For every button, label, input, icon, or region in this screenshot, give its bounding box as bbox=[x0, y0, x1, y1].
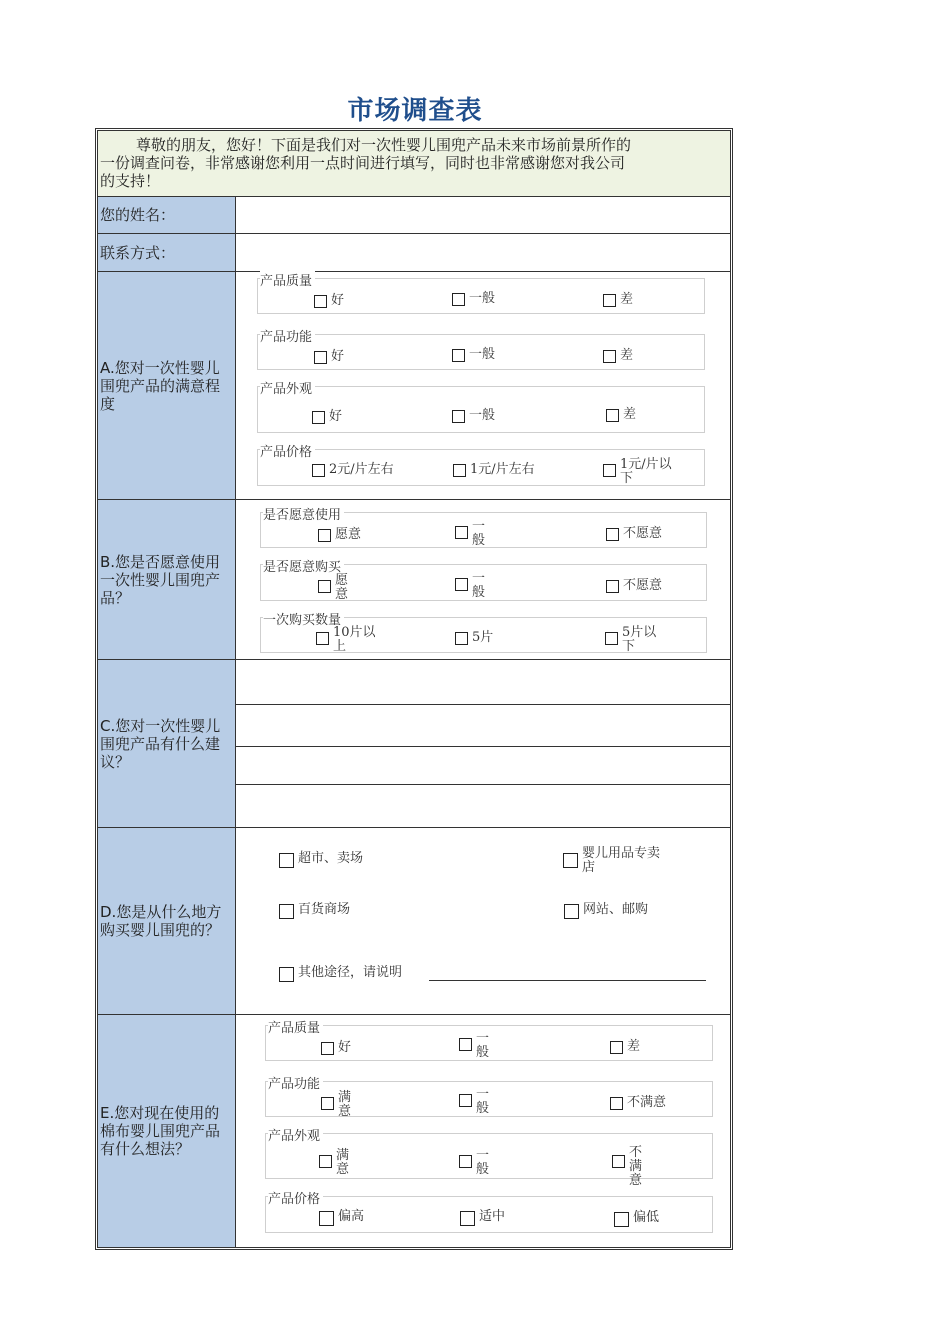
option-supermarket[interactable]: 超市、卖场 bbox=[279, 852, 363, 868]
checkbox[interactable] bbox=[603, 294, 616, 307]
option-poor[interactable]: 差 bbox=[606, 408, 636, 422]
section-b-label bbox=[97, 499, 236, 660]
option-satisfied[interactable]: 满意 bbox=[321, 1091, 354, 1119]
checkbox[interactable] bbox=[312, 411, 325, 424]
option-willing[interactable]: 愿意 bbox=[318, 574, 351, 602]
group-title: 产品外观 bbox=[260, 378, 315, 397]
option-department-store[interactable]: 百货商场 bbox=[279, 903, 350, 919]
checkbox[interactable] bbox=[612, 1155, 625, 1168]
group-title: 是否愿意使用 bbox=[263, 504, 344, 523]
option-baby-store[interactable]: 婴儿用品专卖店 bbox=[563, 847, 672, 875]
section-d-question: D.您是从什么地方购买婴儿围兜的？ bbox=[100, 903, 222, 939]
option-satisfied[interactable]: 满意 bbox=[319, 1149, 352, 1177]
section-a-label bbox=[97, 271, 236, 500]
section-d-label bbox=[97, 827, 236, 1015]
option-moderate[interactable]: 适中 bbox=[460, 1210, 505, 1226]
checkbox[interactable] bbox=[319, 1211, 334, 1226]
option-good[interactable]: 好 bbox=[314, 350, 344, 364]
checkbox[interactable] bbox=[321, 1042, 334, 1055]
checkbox[interactable] bbox=[279, 967, 294, 982]
option-price-1[interactable]: 1元/片左右 bbox=[453, 463, 535, 477]
checkbox[interactable] bbox=[314, 351, 327, 364]
section-a-question: A.您对一次性婴儿围兜产品的满意程度 bbox=[100, 358, 221, 413]
checkbox[interactable] bbox=[610, 1041, 623, 1054]
option-average[interactable]: 一般 bbox=[455, 520, 488, 548]
group-title: 产品价格 bbox=[260, 441, 315, 460]
checkbox[interactable] bbox=[318, 580, 331, 593]
checkbox[interactable] bbox=[316, 632, 329, 645]
group-title: 产品质量 bbox=[260, 270, 315, 289]
other-explanation-line[interactable] bbox=[429, 980, 706, 981]
group-title: 一次购买数量 bbox=[263, 609, 344, 628]
group-title: 是否愿意购买 bbox=[263, 556, 344, 575]
checkbox[interactable] bbox=[459, 1094, 472, 1107]
section-e-label bbox=[97, 1014, 236, 1248]
option-low[interactable]: 偏低 bbox=[614, 1211, 659, 1227]
answer-line bbox=[236, 784, 730, 785]
option-poor[interactable]: 差 bbox=[610, 1040, 640, 1054]
intro-text bbox=[97, 130, 731, 197]
section-d-content bbox=[235, 827, 731, 1015]
option-poor[interactable]: 差 bbox=[603, 293, 633, 307]
answer-line bbox=[236, 746, 730, 747]
group-title: 产品价格 bbox=[268, 1188, 323, 1207]
group-title: 产品功能 bbox=[268, 1073, 323, 1092]
option-good[interactable]: 好 bbox=[321, 1041, 351, 1055]
checkbox[interactable] bbox=[452, 410, 465, 423]
name-field[interactable] bbox=[235, 196, 731, 234]
group-title: 产品质量 bbox=[268, 1017, 323, 1036]
checkbox[interactable] bbox=[312, 464, 325, 477]
checkbox[interactable] bbox=[455, 578, 468, 591]
contact-label: 联系方式： bbox=[97, 233, 236, 272]
checkbox[interactable] bbox=[459, 1155, 472, 1168]
checkbox[interactable] bbox=[453, 464, 466, 477]
name-label: 您的姓名： bbox=[97, 196, 236, 234]
group-title: 产品功能 bbox=[260, 326, 315, 345]
checkbox[interactable] bbox=[460, 1211, 475, 1226]
checkbox[interactable] bbox=[606, 528, 619, 541]
section-e-question: E.您对现在使用的棉布婴儿围兜产品有什么想法？ bbox=[100, 1104, 221, 1158]
option-unsatisfied[interactable]: 不满意 bbox=[610, 1096, 666, 1110]
section-b-question: B.您是否愿意使用一次性婴儿围兜产品？ bbox=[100, 552, 221, 607]
section-c-content[interactable] bbox=[235, 659, 731, 828]
intro-line-1: 尊敬的朋友，您好！下面是我们对一次性婴儿围兜产品未来市场前景所作的 bbox=[136, 136, 632, 154]
checkbox[interactable] bbox=[606, 580, 619, 593]
section-c-label bbox=[97, 659, 236, 828]
intro-line-2: 一份调查问卷，非常感谢您利用一点时间进行填写，同时也非常感谢您对我公司 bbox=[100, 154, 626, 172]
checkbox[interactable] bbox=[455, 526, 468, 539]
option-10-plus[interactable]: 10片以上 bbox=[316, 626, 377, 654]
contact-field[interactable] bbox=[235, 233, 731, 272]
option-average[interactable]: 一般 bbox=[459, 1088, 492, 1116]
option-unwilling[interactable]: 不愿意 bbox=[606, 527, 662, 541]
checkbox[interactable] bbox=[319, 1155, 332, 1168]
option-good[interactable]: 好 bbox=[314, 294, 344, 308]
option-price-2[interactable]: 2元/片左右 bbox=[312, 463, 394, 477]
checkbox[interactable] bbox=[455, 632, 468, 645]
intro-line-3: 的支持！ bbox=[100, 172, 161, 190]
option-average[interactable]: 一般 bbox=[452, 348, 495, 362]
option-unsatisfied[interactable]: 不满意 bbox=[612, 1146, 645, 1178]
option-price-below-1[interactable]: 1元/片以下 bbox=[603, 458, 680, 486]
option-online[interactable]: 网站、邮购 bbox=[564, 903, 648, 919]
option-average[interactable]: 一般 bbox=[459, 1032, 492, 1060]
checkbox[interactable] bbox=[279, 904, 294, 919]
checkbox[interactable] bbox=[603, 464, 616, 477]
page-title: 市场调查表 bbox=[347, 96, 483, 126]
section-e-content bbox=[235, 1014, 731, 1248]
section-b-content bbox=[235, 499, 731, 660]
checkbox[interactable] bbox=[318, 529, 331, 542]
checkbox[interactable] bbox=[314, 295, 327, 308]
checkbox[interactable] bbox=[279, 853, 294, 868]
checkbox[interactable] bbox=[459, 1038, 472, 1051]
checkbox[interactable] bbox=[606, 409, 619, 422]
option-5[interactable]: 5片 bbox=[455, 631, 493, 645]
option-high[interactable]: 偏高 bbox=[319, 1210, 364, 1226]
answer-line bbox=[236, 704, 730, 705]
option-willing[interactable]: 愿意 bbox=[318, 528, 361, 542]
section-c-question: C.您对一次性婴儿围兜产品有什么建议？ bbox=[100, 716, 221, 771]
section-a-content bbox=[235, 271, 731, 500]
checkbox[interactable] bbox=[563, 853, 578, 868]
option-other[interactable]: 其他途径，请说明 bbox=[279, 966, 402, 982]
option-unwilling[interactable]: 不愿意 bbox=[606, 579, 662, 593]
checkbox[interactable] bbox=[603, 350, 616, 363]
checkbox[interactable] bbox=[452, 349, 465, 362]
group-title: 产品外观 bbox=[268, 1125, 323, 1144]
option-below-5[interactable]: 5片以下 bbox=[605, 626, 666, 654]
option-average[interactable]: 一般 bbox=[455, 572, 488, 600]
checkbox[interactable] bbox=[610, 1097, 623, 1110]
option-average[interactable]: 一般 bbox=[459, 1149, 492, 1177]
checkbox[interactable] bbox=[321, 1097, 334, 1110]
checkbox[interactable] bbox=[614, 1212, 629, 1227]
checkbox[interactable] bbox=[605, 632, 618, 645]
checkbox[interactable] bbox=[564, 904, 579, 919]
option-average[interactable]: 一般 bbox=[452, 409, 495, 423]
option-poor[interactable]: 差 bbox=[603, 349, 633, 363]
option-good[interactable]: 好 bbox=[312, 410, 342, 424]
option-average[interactable]: 一般 bbox=[452, 292, 495, 306]
checkbox[interactable] bbox=[452, 293, 465, 306]
